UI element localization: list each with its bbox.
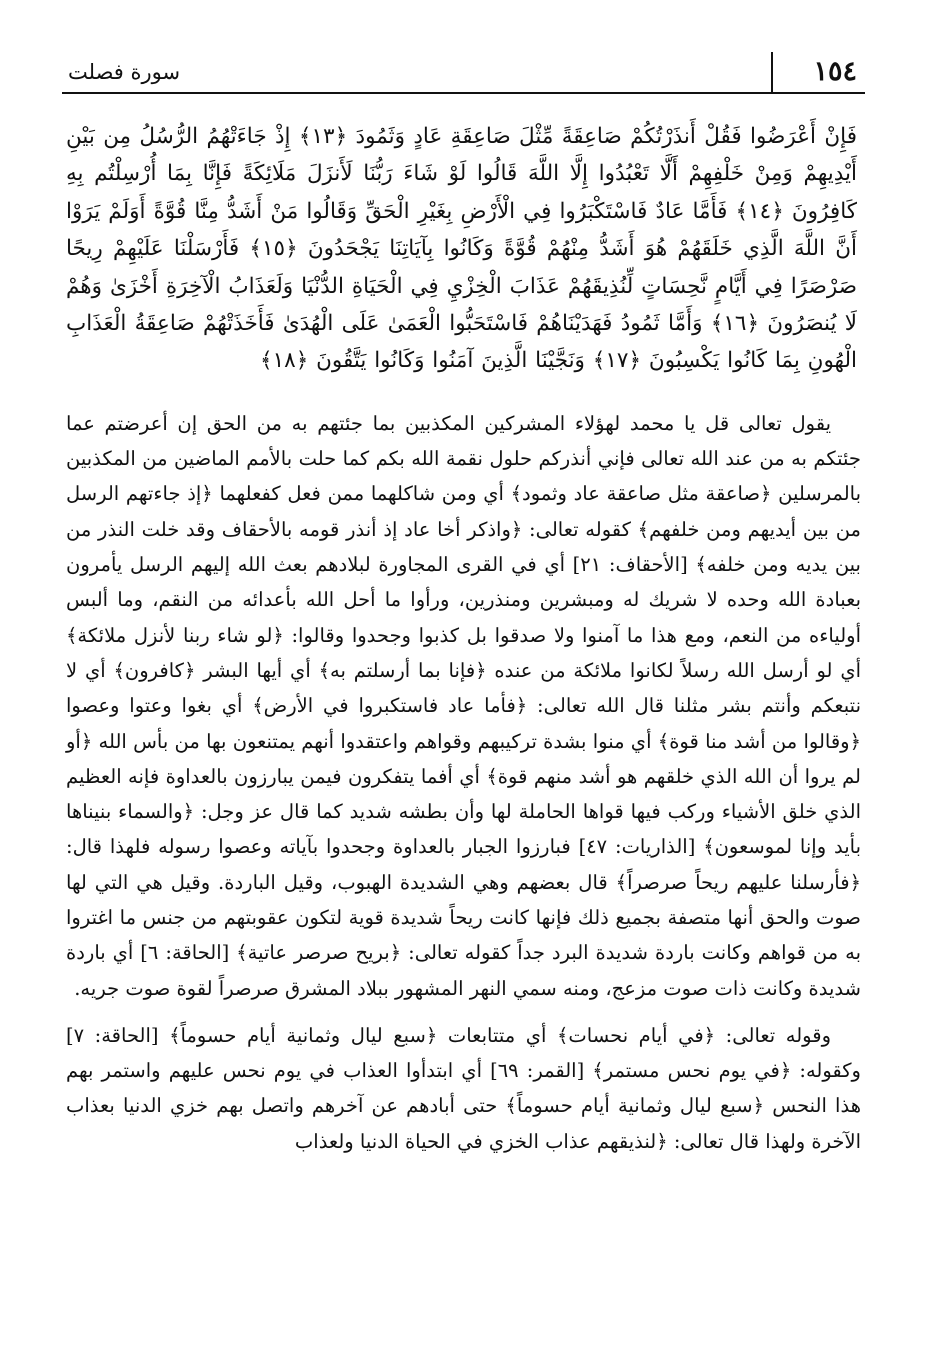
header-divider bbox=[771, 52, 773, 92]
surah-name: سورة فصلت bbox=[68, 60, 181, 84]
page-number: ١٥٤ bbox=[813, 56, 857, 87]
quran-verses: فَإِنْ أَعْرَضُوا فَقُلْ أَنذَرْتُكُمْ صَاعِقَةً مِّثْلَ صَاعِقَةِ عَادٍ وَثَمُودَ ﴿١٣﴾ إِذْ جَاءَتْهُمُ الرُّسُلُ مِن بَيْنِ أَيْدِيهِمْ وَمِنْ خَلْفِهِمْ أَلَّا تَعْبُدُوا إِلَّا اللَّهَ قَالُوا لَوْ شَاءَ رَبُّنَا لَأَنزَلَ مَلَائِكَةً فَإِنَّا بِمَا أُرْسِلْتُم بِهِ كَافِرُونَ ﴿١٤﴾ فَأَمَّا عَادٌ فَاسْتَكْبَرُوا فِي الْأَرْضِ بِغَيْرِ الْحَقِّ وَقَالُوا مَنْ أَشَدُّ مِنَّا قُوَّةً أَوَلَمْ يَرَوْا أَنَّ اللَّهَ الَّذِي خَلَقَهُمْ هُوَ أَشَدُّ مِنْهُمْ قُوَّةً وَكَانُوا بِآيَاتِنَا يَجْحَدُونَ ﴿١٥﴾ فَأَرْسَلْنَا عَلَيْهِمْ رِيحًا صَرْصَرًا فِي أَيَّامٍ نَّحِسَاتٍ لِّنُذِيقَهُمْ عَذَابَ الْخِزْيِ فِي الْحَيَاةِ الدُّنْيَا وَلَعَذَابُ الْآخِرَةِ أَخْزَىٰ وَهُمْ لَا يُنصَرُونَ ﴿١٦﴾ وَأَمَّا ثَمُودُ فَهَدَيْنَاهُمْ فَاسْتَحَبُّوا الْعَمَىٰ عَلَى الْهُدَىٰ فَأَخَذَتْهُمْ صَاعِقَةُ الْعَذَابِ الْهُونِ بِمَا كَانُوا يَكْسِبُونَ ﴿١٧﴾ وَنَجَّيْنَا الَّذِينَ آمَنُوا وَكَانُوا يَتَّقُونَ ﴿١٨﴾ bbox=[66, 124, 857, 374]
page-header bbox=[62, 52, 865, 94]
commentary bbox=[62, 406, 865, 1159]
commentary-paragraph: وقوله تعالى: ﴿في أيام نحسات﴾ أي متتابعات ﴿سبع ليال وثمانية أيام حسوماً﴾ [الحاقة: ٧] وكقوله: ﴿في يوم نحس مستمر﴾ [القمر: ٦٩] أي ابتدأوا العذاب في يوم نحس عليهم واستمر بهم هذا النحس ﴿سبع ليال وثمانية أيام حسوماً﴾ حتى أبادهم عن آخرهم واتصل بهم خزي الدنيا بعذاب الآخرة ولهذا قال تعالى: ﴿لنذيقهم عذاب الخزي في الحياة الدنيا ولعذاب bbox=[66, 1023, 861, 1153]
commentary-paragraph: يقول تعالى قل يا محمد لهؤلاء المشركين المكذبين بما جئتهم به من الحق إن أعرضتم عما جئتكم به من عند الله تعالى فإني أنذركم حلول نقمة الله بكم كما حلت بالأمم الماضين من المكذبين بالمرسلين ﴿صاعقة مثل صاعقة عاد وثمود﴾ أي ومن شاكلهما ممن فعل كفعلهما ﴿إذ جاءتهم الرسل من بين أيديهم ومن خلفهم﴾ كقوله تعالى: ﴿واذكر أخا عاد إذ أنذر قومه بالأحقاف وقد خلت النذر من بين يديه ومن خلفه﴾ [الأحقاف: ٢١] أي في القرى المجاورة لبلادهم بعث الله إليهم الرسل يأمرون بعبادة الله وحده لا شريك له ومبشرين ومنذرين، ورأوا ما أحل الله بأعدائه من النقم، وما ألبس أولياءه من النعم، ومع هذا ما آمنوا ولا صدقوا بل كذبوا وجحدوا وقالوا: ﴿لو شاء ربنا لأنزل ملائكة﴾ أي لو أرسل الله رسلاً لكانوا ملائكة من عنده ﴿فإنا بما أرسلتم به﴾ أي أيها البشر ﴿كافرون﴾ أي لا نتبعكم وأنتم بشر مثلنا قال الله تعالى: ﴿فأما عاد فاستكبروا في الأرض﴾ أي بغوا وعتوا وعصوا ﴿وقالوا من أشد منا قوة﴾ أي منوا بشدة تركيبهم وقواهم واعتقدوا أنهم يمتنعون بها من بأس الله ﴿أو لم يروا أن الله الذي خلقهم هو أشد منهم قوة﴾ أي أفما يتفكرون فيمن يبارزون بالعداوة فإنه العظيم الذي خلق الأشياء وركب فيها قواها الحاملة لها وأن بطشه شديد كما قال عز وجل: ﴿والسماء بنيناها بأيد وإنا لموسعون﴾ [الذاريات: ٤٧] فبارزوا الجبار بالعداوة وجحدوا بآياته وعصوا رسوله فلهذا قال: ﴿فأرسلنا عليهم ريحاً صرصراً﴾ قال بعضهم وهي الشديدة الهبوب، وقيل الباردة. وقيل هي التي لها صوت والحق أنها متصفة بجميع ذلك فإنها كانت ريحاً شديدة قوية لتكون عقوبتهم من جنس ما اغتروا به من قواهم وكانت باردة شديدة البرد جداً كقوله تعالى: ﴿بريح صرصر عاتية﴾ [الحاقة: ٦] أي باردة شديدة وكانت ذات صوت مزعج، ومنه سمي النهر المشهور ببلاد المشرق صرصراً لقوة صوت جريه. bbox=[66, 411, 861, 1000]
